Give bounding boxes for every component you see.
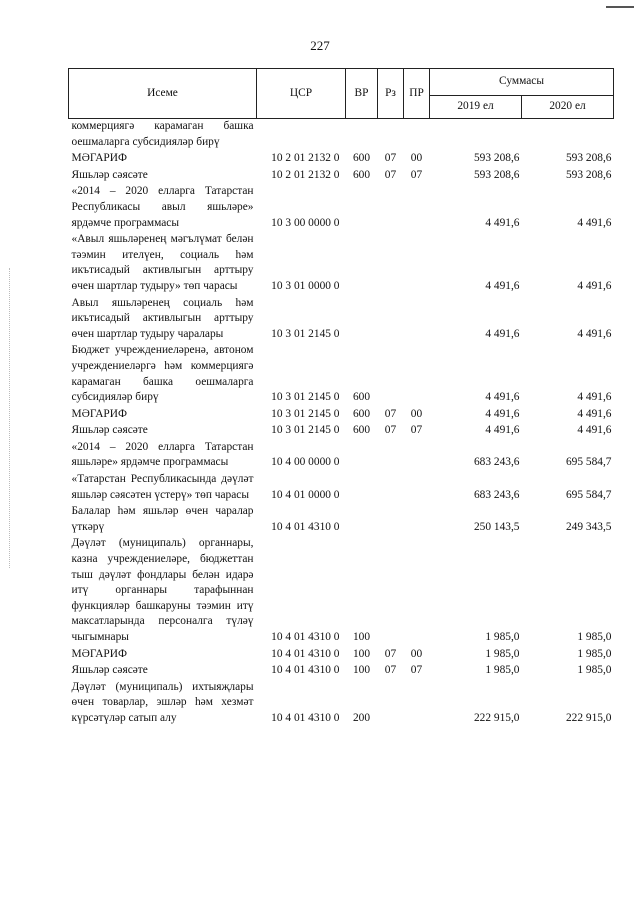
table-row <box>69 423 614 440</box>
row-vr <box>346 232 378 295</box>
row-sum-2020 <box>522 119 614 152</box>
row-vr: 600 <box>352 391 371 404</box>
row-csr: 10 4 01 4310 0 <box>271 664 340 677</box>
row-sum-2020: 4 491,6 <box>577 279 612 292</box>
budget-table <box>68 68 614 728</box>
margin-mark <box>606 6 634 8</box>
row-rz: 07 <box>384 407 397 420</box>
row-sum-2019: 1 985,0 <box>485 647 520 660</box>
row-pr <box>404 119 430 152</box>
header-rz: Рз <box>378 69 404 119</box>
row-csr: 10 4 00 0000 0 <box>271 456 340 469</box>
row-sum-2019: 250 143,5 <box>473 520 520 533</box>
table-row <box>69 536 614 646</box>
row-rz <box>378 504 404 536</box>
row-sum-2020: 1 985,0 <box>577 664 612 677</box>
row-rz: 07 <box>384 152 397 165</box>
row-vr: 600 <box>352 168 371 181</box>
row-vr: 600 <box>352 152 371 165</box>
table-row <box>69 119 614 152</box>
row-csr: 10 2 01 2132 0 <box>271 168 340 181</box>
row-name: Яшьләр сәясәте <box>71 424 148 437</box>
row-sum-2019: 593 208,6 <box>473 168 520 181</box>
row-rz <box>378 184 404 232</box>
row-sum-2019: 4 491,6 <box>485 407 520 420</box>
row-rz <box>378 472 404 504</box>
row-csr: 10 4 01 4310 0 <box>271 647 340 660</box>
row-pr: 00 <box>410 407 423 420</box>
row-vr <box>346 296 378 344</box>
header-csr: ЦСР <box>257 69 346 119</box>
row-name: Бюджет учреждениеләренә, автоном учреждениеләргә һәм коммерциягә карамаган башка оешмаларга субсидияләр бирү <box>71 344 254 404</box>
row-name: «2014 – 2020 елларга Татарстан Республикасы авыл яшьләре» ярдәмче программасы <box>71 185 254 229</box>
row-name: Дәүләт (муниципаль) органнары, казна учреждениеләре, бюджеттан тыш дәүләт фондлары белән идарә итү органнары тарафыннан функцияләр башкаруны тәэмин итү максатларында персоналга түләү чыгымнары <box>71 537 254 643</box>
table-row <box>69 296 614 344</box>
row-vr <box>346 119 378 152</box>
row-sum-2019: 4 491,6 <box>485 391 520 404</box>
row-rz <box>378 296 404 344</box>
row-pr <box>404 296 430 344</box>
row-csr: 10 4 01 4310 0 <box>271 711 340 724</box>
binding-margin-dots <box>9 268 11 568</box>
row-rz: 07 <box>384 647 397 660</box>
row-sum-2020: 4 491,6 <box>577 424 612 437</box>
row-sum-2020: 593 208,6 <box>565 168 612 181</box>
header-sums: Суммасы <box>430 69 614 96</box>
row-name: МӘГАРИФ <box>71 152 127 165</box>
table-row <box>69 184 614 232</box>
row-sum-2020: 4 491,6 <box>577 391 612 404</box>
row-vr <box>346 440 378 472</box>
row-csr: 10 2 01 2132 0 <box>271 152 340 165</box>
row-sum-2020: 4 491,6 <box>577 407 612 420</box>
row-rz <box>378 119 404 152</box>
row-csr: 10 4 01 4310 0 <box>271 631 340 643</box>
row-rz: 07 <box>384 664 397 677</box>
row-sum-2019: 1 985,0 <box>485 631 520 643</box>
table-row <box>69 440 614 472</box>
row-sum-2019: 593 208,6 <box>473 152 520 165</box>
row-pr <box>404 680 430 728</box>
table-row <box>69 504 614 536</box>
row-pr: 00 <box>410 647 423 660</box>
row-sum-2019: 4 491,6 <box>485 424 520 437</box>
row-vr <box>346 504 378 536</box>
header-name: Исеме <box>69 69 257 119</box>
row-name: «2014 – 2020 елларга Татарстан яшьләре» ярдәмче программасы <box>71 440 254 469</box>
header-pr: ПР <box>404 69 430 119</box>
row-csr: 10 3 01 0000 0 <box>271 279 340 292</box>
row-sum-2020: 695 584,7 <box>565 488 612 501</box>
row-vr: 100 <box>352 631 371 643</box>
row-rz <box>378 536 404 646</box>
row-vr: 100 <box>352 664 371 677</box>
row-pr <box>404 440 430 472</box>
row-rz: 07 <box>384 424 397 437</box>
table-header <box>69 69 614 119</box>
row-csr: 10 3 01 2145 0 <box>271 391 340 404</box>
row-sum-2019: 4 491,6 <box>485 279 520 292</box>
row-name: Яшьләр сәясәте <box>71 168 148 181</box>
row-sum-2019: 4 491,6 <box>485 327 520 340</box>
row-name: Авыл яшьләренең социаль һәм икътисадый активлыгын арттыру өчен шартлар тудыру чаралары <box>71 296 254 340</box>
row-vr: 200 <box>352 711 371 724</box>
table-body <box>69 119 614 728</box>
row-sum-2019: 4 491,6 <box>485 216 520 229</box>
row-rz <box>378 440 404 472</box>
table-row <box>69 647 614 664</box>
row-rz <box>378 232 404 295</box>
row-sum-2020: 4 491,6 <box>577 216 612 229</box>
header-year-2019: 2019 ел <box>430 96 522 119</box>
row-csr: 10 3 01 2145 0 <box>271 327 340 340</box>
row-pr <box>404 343 430 406</box>
row-name: Балалар һәм яшьләр өчен чаралар үткәрү <box>71 505 254 533</box>
table-row <box>69 663 614 680</box>
row-pr <box>404 232 430 295</box>
row-vr: 600 <box>352 424 371 437</box>
table-row <box>69 151 614 168</box>
row-name: «Татарстан Республикасында дәүләт яшьләр сәясәтен үстерү» төп чарасы <box>71 473 254 501</box>
row-name: МӘГАРИФ <box>71 647 127 660</box>
row-pr: 07 <box>410 168 423 181</box>
row-sum-2019 <box>430 119 522 152</box>
row-csr: 10 3 01 2145 0 <box>271 407 340 420</box>
row-rz <box>378 343 404 406</box>
row-csr: 10 4 01 0000 0 <box>271 488 340 501</box>
row-pr <box>404 184 430 232</box>
row-pr: 00 <box>410 152 423 165</box>
row-name: Яшьләр сәясәте <box>71 664 148 677</box>
row-name: МӘГАРИФ <box>71 407 127 420</box>
table-row <box>69 343 614 406</box>
table-row <box>69 232 614 295</box>
table-row <box>69 680 614 728</box>
row-csr <box>257 119 346 152</box>
row-sum-2020: 4 491,6 <box>577 327 612 340</box>
row-sum-2019: 683 243,6 <box>473 488 520 501</box>
row-csr: 10 3 01 2145 0 <box>271 424 340 437</box>
row-sum-2020: 695 584,7 <box>565 456 612 469</box>
row-sum-2020: 1 985,0 <box>577 647 612 660</box>
row-pr: 07 <box>410 664 423 677</box>
row-sum-2020: 249 343,5 <box>565 520 612 533</box>
table-row <box>69 168 614 185</box>
row-name: коммерциягә карамаган башка оешмаларга субсидияләр бирү <box>71 120 254 148</box>
row-rz: 07 <box>384 168 397 181</box>
row-pr <box>404 536 430 646</box>
header-year-2020: 2020 ел <box>522 96 614 119</box>
row-csr: 10 4 01 4310 0 <box>271 520 340 533</box>
table-row <box>69 407 614 424</box>
row-vr <box>346 472 378 504</box>
row-vr: 600 <box>352 407 371 420</box>
row-pr: 07 <box>410 424 423 437</box>
row-pr <box>404 472 430 504</box>
row-csr: 10 3 00 0000 0 <box>271 216 340 229</box>
table-row <box>69 472 614 504</box>
header-vr: ВР <box>346 69 378 119</box>
row-sum-2020: 1 985,0 <box>577 631 612 643</box>
row-vr: 100 <box>352 647 371 660</box>
row-sum-2019: 222 915,0 <box>473 711 520 724</box>
page-number: 227 <box>310 38 330 53</box>
row-name: «Авыл яшьләренең мәгълүмат белән тәэмин ителүен, социаль һәм икътисадый активлыгын арттыру өчен шартлар тудыру» төп чарасы <box>71 233 254 292</box>
row-vr <box>346 184 378 232</box>
row-sum-2019: 1 985,0 <box>485 664 520 677</box>
row-sum-2020: 222 915,0 <box>565 711 612 724</box>
row-name: Дәүләт (муниципаль) ихтыяҗлары өчен товарлар, эшләр һәм хезмәт күрсәтүләр сатып алу <box>71 680 254 724</box>
row-sum-2020: 593 208,6 <box>565 152 612 165</box>
row-sum-2019: 683 243,6 <box>473 456 520 469</box>
row-rz <box>378 680 404 728</box>
row-pr <box>404 504 430 536</box>
